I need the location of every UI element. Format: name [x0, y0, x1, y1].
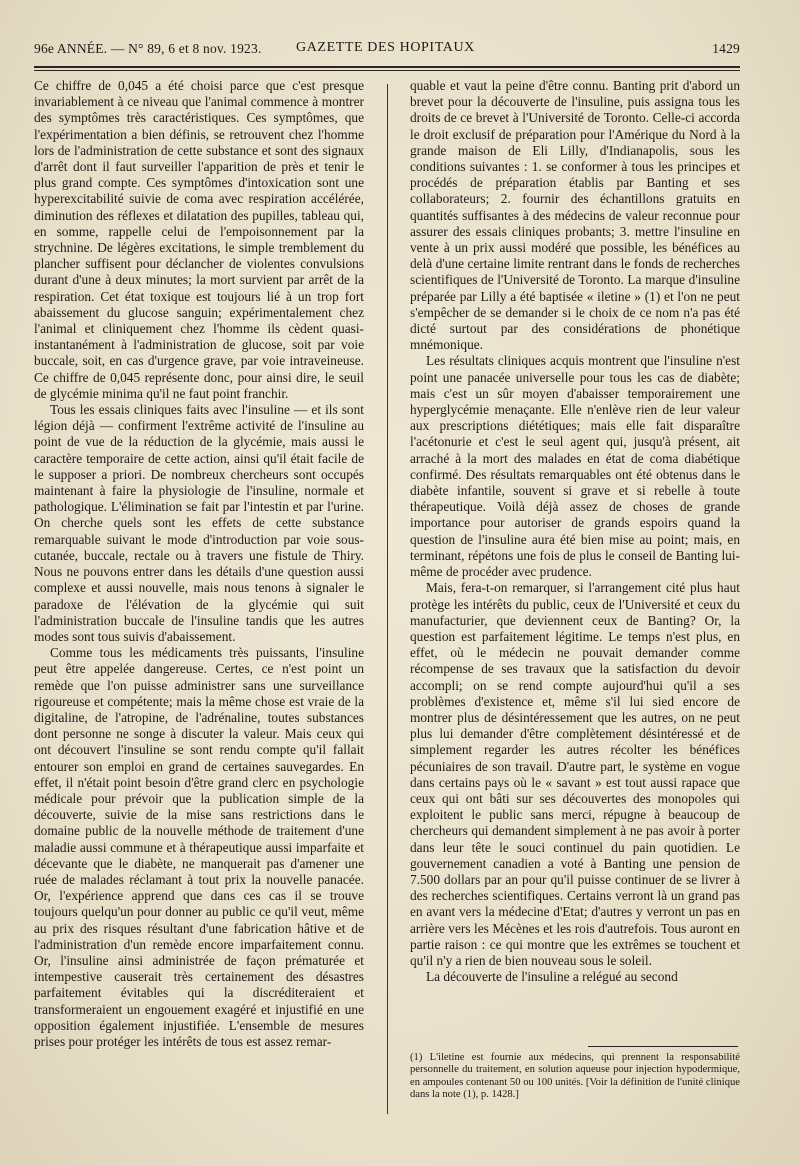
- header-rule-thick: [34, 66, 740, 68]
- paragraph: Comme tous les médicaments très puissants, l'insuline peut être appelée dangereuse. Certes, ce n'est point un remède que l'on puisse administrer sans une surveillance rigoureuse et compétente; mais la même chose est vraie de la digitaline, de l'atropine, de l'adrénaline, toutes substances dont personne ne songe à discuter la valeur. Mais ceux qui ont découvert l'insuline se sont rendu compte qu'il fallait entourer son emploi en grand de certaines sauvegardes. En effet, il n'était point besoin d'être grand clerc en psychologie médicale pour prévoir que la publication simple de la découverte, suivie de la mise sans restrictions dans le domaine public de la nouvelle méthode de traitement d'une maladie aussi commune et à thérapeutique aussi imparfaite et décevante que le diabète, ne manquerait pas d'amener une ruée de malades réclamant à tout prix la nouvelle panacée. Or, l'expérience apprend que dans ces cas il se trouve toujours quelqu'un pour donner au public ce qu'il veut, même au prix des risques résultant d'une fabrication hâtive et de l'administration d'un remède encore imparfaitement connu. Or, l'insuline ainsi administrée de façon prématurée et intempestive causerait très certainement des désastres parfaitement évitables qui la discréditeraient et transformeraient un engouement exagéré et injustifié en une opposition également injustifiée. L'ensemble de mesures prises pour protéger les intérêts de tous est assez remar-: [34, 645, 364, 1049]
- paragraph: La découverte de l'insuline a relégué au second: [426, 969, 678, 985]
- footnote-rule: [588, 1046, 738, 1047]
- paragraph: quable et vaut la peine d'être connu. Banting prit d'abord un brevet pour la découverte de l'insuline, puis assigna tous les droits de ce brevet à l'Université de Toronto. Celle-ci accorda le droit exclusif de préparation pour l'Amérique du Nord à la grande maison de Eli Lilly, d'Indianapolis, sous les conditions suivantes : 1. se conformer à tous les principes et procédés de préparation établis par Banting et ses collaborateurs; 2. fournir des échantillons gratuits en quantités suffisantes à des médecins de valeur reconnue pour assurer des essais cliniques probants; 3. mettre l'insuline en vente à un prix aussi modéré que possible, les bénéfices au delà d'une certaine limite rentrant dans le fonds de recherches scientifiques de l'Université de Toronto. La marque d'insuline préparée par Lilly a été baptisée « iletine » (1) et l'on ne peut s'empêcher de se demander si le choix de ce nom n'a pas été dicté surtout par des considérations de phonétique mnémonique.: [410, 78, 740, 353]
- running-head: [34, 38, 740, 60]
- left-column: [34, 78, 364, 1050]
- right-column: [410, 78, 740, 985]
- issue-info: 96e ANNÉE. — N° 89, 6 et 8 nov. 1923.: [34, 41, 262, 56]
- page-number: 1429: [712, 41, 740, 56]
- footnote: (1) L'iletine est fournie aux médecins, qui prennent la responsabilité personnelle du traitement, en solution aqueuse pour injection hypodermique, en ampoules contenant 50 ou 100 unités. [Voir la définition de l'unité clinique dans la note (1), p. 1428.]: [410, 1052, 740, 1100]
- paragraph: Mais, fera-t-on remarquer, si l'arrangement cité plus haut protège les intérêts du public, ceux de l'Université et ceux du manufacturier, que deviennent ceux de Banting? Or, la question est parfaitement légitime. Le temps n'est plus, en effet, où le médecin ne pouvait demander comme récompense de ses travaux que la satisfaction du devoir accompli; on se rend compte aujourd'hui qu'il a ses problèmes d'existence et, même s'il lui sied encore de montrer plus de désintéressement que les autres, on ne peut plus lui demander d'être complètement désintéressé et de simplement regarder les autres récolter les bénéfices pécuniaires de son travail. D'autre part, le système en vogue dans certains pays où le « savant » est tout aussi rapace que ceux qui ont bâti sur ses découvertes des monopoles qui exploitent le public sans merci, répugne à beaucoup de chercheurs qui demandent simplement à ne pas avoir à porter dans leur tête le souci continuel du pain quotidien. Le gouvernement canadien a voté à Banting une pension de 7.500 dollars par an pour qu'il puisse continuer de se livrer à des recherches scientifiques. Certains verront là un grand pas en avant vers la médecine d'Etat; d'autres y verront un pas en arrière vers les Mécènes et les rois d'autrefois. Tous auront en partie raison : ce qui montre que les extrêmes se touchent et qu'il n'y a rien de bien nouveau sous le soleil.: [410, 580, 740, 968]
- header-rule-thin: [34, 70, 740, 71]
- column-divider: [387, 84, 388, 1114]
- paragraph: Les résultats cliniques acquis montrent que l'insuline n'est point une panacée universelle pour tous les cas de diabète; mais c'est un sûr moyen d'abaisser temporairement une hyperglycémie menaçante. Elle n'enlève rien de leur valeur aux prescriptions diététiques; mais elle fait disparaître l'acétonurie et c'est le seul agent qui, jusqu'à présent, ait arraché à la mort des malades en état de coma diabétique confirmé. Des résultats remarquables ont été obtenus dans le diabète infantile, souvent si grave et si rebelle à toute thérapeutique. Voilà déjà assez de choses de grande importance pour autoriser de grands espoirs quand la question de l'insuline aura été bien mise au point; mais, en terminant, répétons une fois de plus le conseil de Banting lui-même de procéder avec prudence.: [410, 353, 740, 580]
- paragraph: Tous les essais cliniques faits avec l'insuline — et ils sont légion déjà — confirment l'extrême activité de l'insuline au point de vue de la réduction de la glycémie, mais aussi le caractère temporaire de cette action, ainsi qu'il était facile de le supposer a priori. De nombreux chercheurs sont occupés maintenant à faire la physiologie de l'insuline, normale et pathologique. L'élimination se fait par l'intestin et par l'urine. On cherche quels sont les effets de cette substance remarquable suivant le mode d'introduction par voie sous-cutanée, buccale, rectale ou à travers une fistule de Thiry. Nous ne pouvons entrer dans les détails d'une question aussi complexe et aussi nouvelle, mais nous tenons à signaler le paradoxe de l'élévation de la glycémie qui suit l'administration buccale de l'insuline tandis que les autres modes sont tous suivis d'abaissement.: [34, 402, 364, 644]
- journal-title: GAZETTE DES HOPITAUX: [296, 40, 475, 55]
- paragraph: Ce chiffre de 0,045 a été choisi parce que c'est presque invariablement à ce niveau que l'animal commence à montrer des symptômes très caractéristiques. Ces symptômes, que l'expérimentation a bien définis, se retrouvent chez l'homme lors de l'administration de cette substance et sont des signaux d'arrêt dont il faut surveiller l'apparition de près et tenir le plus grand compte. Ces symptômes d'intoxication sont une hyperexcitabilité suivie de coma avec respiration accélérée, diminution des réflexes et dilatation des pupilles, tableau qui, en somme, rappelle celui de l'empoisonnement par la strychnine. De légères excitations, le simple tremblement du plancher suffisent pour déclancher de violentes convulsions durant d'une à deux minutes; la mort survient par arrêt de la respiration. Cet état toxique est toujours lié à un trop fort abaissement du glucose sanguin; expérimentalement chez l'animal et cliniquement chez l'homme ils cèdent quasi-instantanément à l'administration de glucose, soit par voie buccale, soit, en cas d'urgence grave, par voie intraveineuse. Ce chiffre de 0,045 représente donc, pour ainsi dire, le seuil de glycémie minima qu'il ne faut point franchir.: [34, 78, 364, 401]
